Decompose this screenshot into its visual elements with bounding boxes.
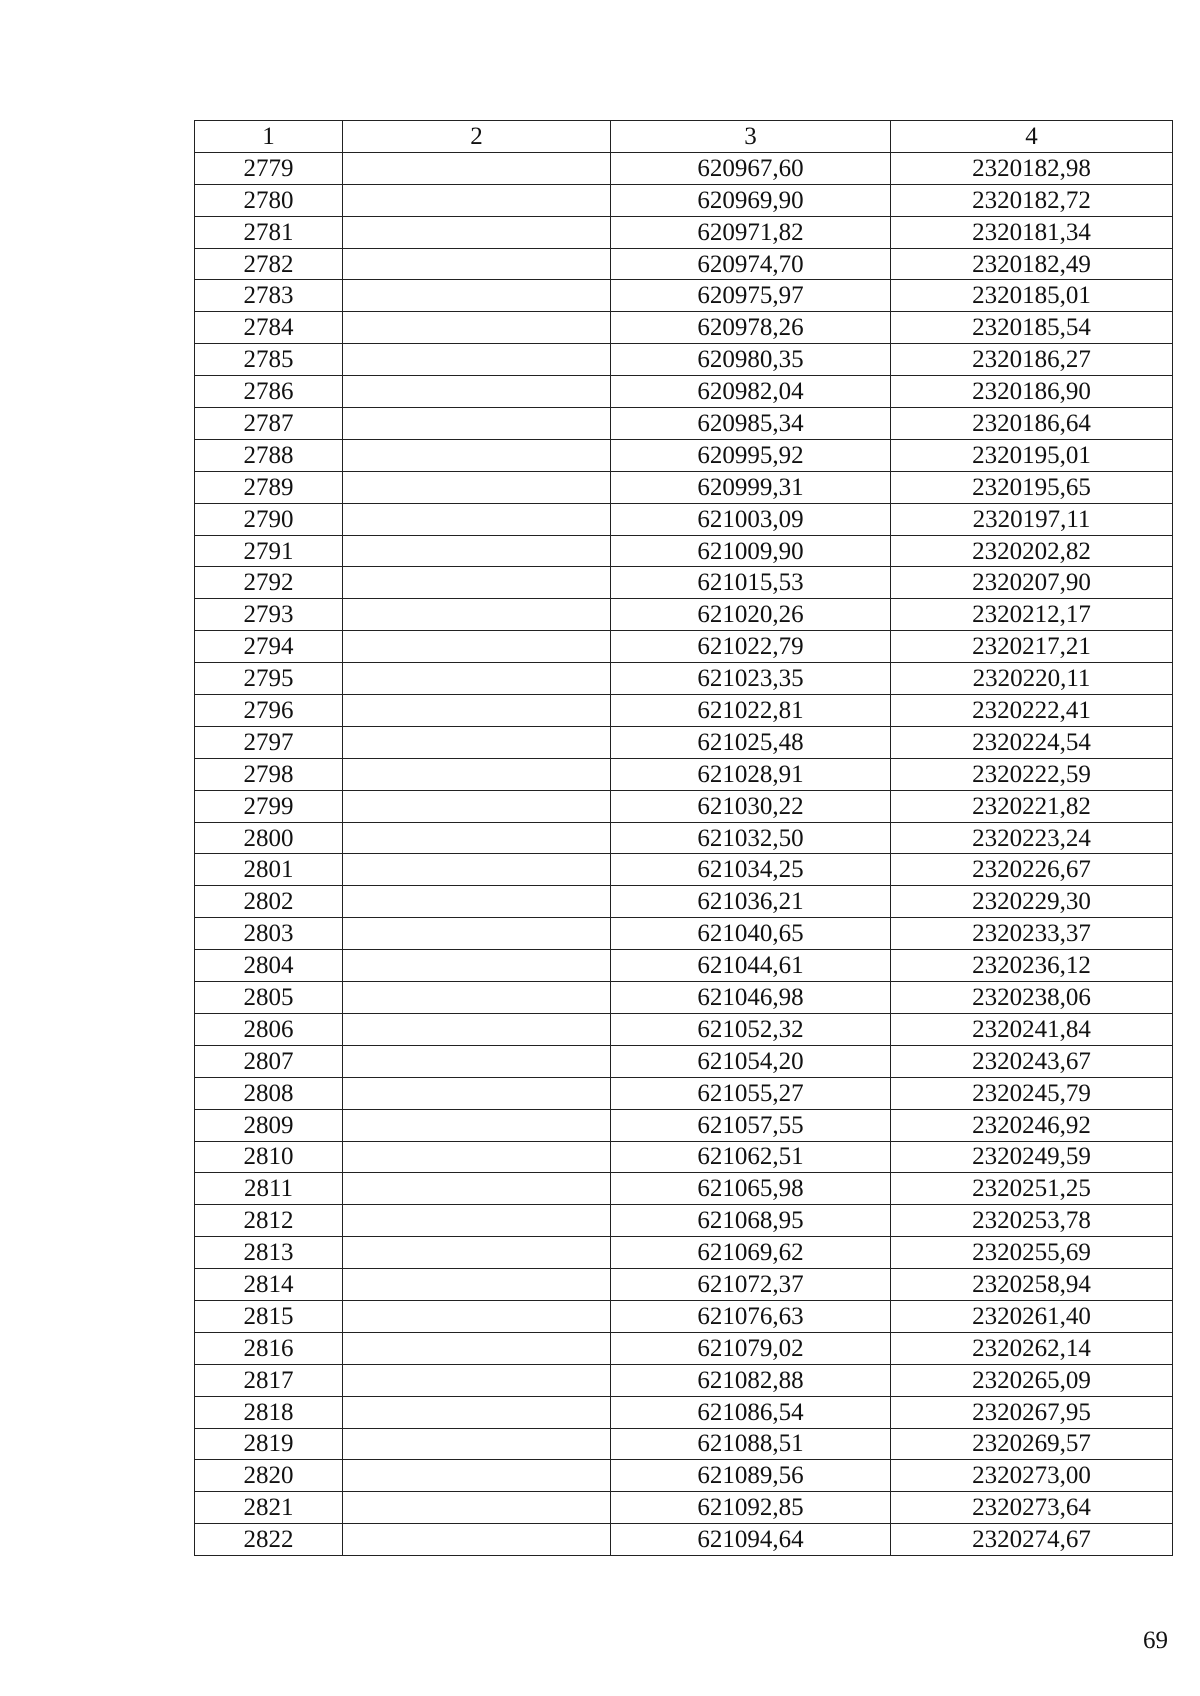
description-cell xyxy=(343,1237,611,1269)
y-coordinate-cell: 2320226,67 xyxy=(891,854,1173,886)
x-coordinate-cell: 621088,51 xyxy=(611,1428,891,1460)
point-number-cell: 2816 xyxy=(195,1332,343,1364)
x-coordinate-cell: 621023,35 xyxy=(611,663,891,695)
description-cell xyxy=(343,1205,611,1237)
x-coordinate-cell: 620974,70 xyxy=(611,248,891,280)
table-row xyxy=(195,1396,1173,1428)
table-row xyxy=(195,918,1173,950)
table-row xyxy=(195,1492,1173,1524)
x-coordinate-cell: 621086,54 xyxy=(611,1396,891,1428)
point-number-cell: 2802 xyxy=(195,886,343,918)
description-cell xyxy=(343,567,611,599)
description-cell xyxy=(343,439,611,471)
description-cell xyxy=(343,535,611,567)
table-row xyxy=(195,854,1173,886)
point-number-cell: 2783 xyxy=(195,280,343,312)
table-row xyxy=(195,1332,1173,1364)
table-row xyxy=(195,822,1173,854)
x-coordinate-cell: 621054,20 xyxy=(611,1045,891,1077)
point-number-cell: 2779 xyxy=(195,152,343,184)
x-coordinate-cell: 621069,62 xyxy=(611,1237,891,1269)
table-row xyxy=(195,886,1173,918)
point-number-cell: 2800 xyxy=(195,822,343,854)
point-number-cell: 2786 xyxy=(195,376,343,408)
table-row xyxy=(195,790,1173,822)
column-header-2: 2 xyxy=(343,121,611,153)
y-coordinate-cell: 2320243,67 xyxy=(891,1045,1173,1077)
table-row xyxy=(195,408,1173,440)
table-row xyxy=(195,471,1173,503)
y-coordinate-cell: 2320273,64 xyxy=(891,1492,1173,1524)
point-number-cell: 2820 xyxy=(195,1460,343,1492)
description-cell xyxy=(343,950,611,982)
point-number-cell: 2813 xyxy=(195,1237,343,1269)
table-row xyxy=(195,1237,1173,1269)
table-row xyxy=(195,248,1173,280)
description-cell xyxy=(343,344,611,376)
table-row xyxy=(195,184,1173,216)
point-number-cell: 2821 xyxy=(195,1492,343,1524)
point-number-cell: 2814 xyxy=(195,1269,343,1301)
x-coordinate-cell: 621034,25 xyxy=(611,854,891,886)
x-coordinate-cell: 620982,04 xyxy=(611,376,891,408)
y-coordinate-cell: 2320222,41 xyxy=(891,695,1173,727)
table-row xyxy=(195,695,1173,727)
table-row xyxy=(195,1460,1173,1492)
y-coordinate-cell: 2320182,98 xyxy=(891,152,1173,184)
y-coordinate-cell: 2320269,57 xyxy=(891,1428,1173,1460)
point-number-cell: 2810 xyxy=(195,1141,343,1173)
point-number-cell: 2785 xyxy=(195,344,343,376)
point-number-cell: 2788 xyxy=(195,439,343,471)
table-row xyxy=(195,982,1173,1014)
description-cell xyxy=(343,1077,611,1109)
point-number-cell: 2807 xyxy=(195,1045,343,1077)
table-row xyxy=(195,758,1173,790)
point-number-cell: 2794 xyxy=(195,631,343,663)
description-cell xyxy=(343,1428,611,1460)
table-row xyxy=(195,1300,1173,1332)
x-coordinate-cell: 621022,79 xyxy=(611,631,891,663)
description-cell xyxy=(343,1460,611,1492)
y-coordinate-cell: 2320181,34 xyxy=(891,216,1173,248)
table-header-row xyxy=(195,121,1173,153)
table-row xyxy=(195,567,1173,599)
x-coordinate-cell: 621094,64 xyxy=(611,1524,891,1556)
description-cell xyxy=(343,184,611,216)
point-number-cell: 2803 xyxy=(195,918,343,950)
y-coordinate-cell: 2320182,72 xyxy=(891,184,1173,216)
description-cell xyxy=(343,1492,611,1524)
point-number-cell: 2801 xyxy=(195,854,343,886)
table-row xyxy=(195,599,1173,631)
point-number-cell: 2804 xyxy=(195,950,343,982)
description-cell xyxy=(343,503,611,535)
description-cell xyxy=(343,471,611,503)
y-coordinate-cell: 2320245,79 xyxy=(891,1077,1173,1109)
x-coordinate-cell: 621079,02 xyxy=(611,1332,891,1364)
x-coordinate-cell: 621003,09 xyxy=(611,503,891,535)
y-coordinate-cell: 2320202,82 xyxy=(891,535,1173,567)
y-coordinate-cell: 2320224,54 xyxy=(891,726,1173,758)
description-cell xyxy=(343,695,611,727)
point-number-cell: 2784 xyxy=(195,312,343,344)
table-row xyxy=(195,439,1173,471)
point-number-cell: 2789 xyxy=(195,471,343,503)
x-coordinate-cell: 621030,22 xyxy=(611,790,891,822)
description-cell xyxy=(343,280,611,312)
table-row xyxy=(195,1077,1173,1109)
description-cell xyxy=(343,822,611,854)
x-coordinate-cell: 621009,90 xyxy=(611,535,891,567)
point-number-cell: 2805 xyxy=(195,982,343,1014)
point-number-cell: 2796 xyxy=(195,695,343,727)
description-cell xyxy=(343,1524,611,1556)
table-row xyxy=(195,312,1173,344)
description-cell xyxy=(343,312,611,344)
y-coordinate-cell: 2320229,30 xyxy=(891,886,1173,918)
x-coordinate-cell: 620969,90 xyxy=(611,184,891,216)
x-coordinate-cell: 621025,48 xyxy=(611,726,891,758)
x-coordinate-cell: 621089,56 xyxy=(611,1460,891,1492)
y-coordinate-cell: 2320212,17 xyxy=(891,599,1173,631)
y-coordinate-cell: 2320241,84 xyxy=(891,1013,1173,1045)
page-number: 69 xyxy=(1143,1627,1168,1654)
description-cell xyxy=(343,1109,611,1141)
point-number-cell: 2809 xyxy=(195,1109,343,1141)
x-coordinate-cell: 620971,82 xyxy=(611,216,891,248)
x-coordinate-cell: 621032,50 xyxy=(611,822,891,854)
y-coordinate-cell: 2320217,21 xyxy=(891,631,1173,663)
point-number-cell: 2818 xyxy=(195,1396,343,1428)
description-cell xyxy=(343,854,611,886)
point-number-cell: 2812 xyxy=(195,1205,343,1237)
description-cell xyxy=(343,1173,611,1205)
column-header-4: 4 xyxy=(891,121,1173,153)
description-cell xyxy=(343,1045,611,1077)
point-number-cell: 2793 xyxy=(195,599,343,631)
description-cell xyxy=(343,726,611,758)
table-row xyxy=(195,1013,1173,1045)
x-coordinate-cell: 621082,88 xyxy=(611,1364,891,1396)
x-coordinate-cell: 621020,26 xyxy=(611,599,891,631)
x-coordinate-cell: 621015,53 xyxy=(611,567,891,599)
x-coordinate-cell: 621072,37 xyxy=(611,1269,891,1301)
description-cell xyxy=(343,1013,611,1045)
y-coordinate-cell: 2320185,01 xyxy=(891,280,1173,312)
y-coordinate-cell: 2320267,95 xyxy=(891,1396,1173,1428)
description-cell xyxy=(343,663,611,695)
point-number-cell: 2799 xyxy=(195,790,343,822)
y-coordinate-cell: 2320186,64 xyxy=(891,408,1173,440)
table-row xyxy=(195,280,1173,312)
description-cell xyxy=(343,918,611,950)
y-coordinate-cell: 2320195,01 xyxy=(891,439,1173,471)
x-coordinate-cell: 621076,63 xyxy=(611,1300,891,1332)
table-row xyxy=(195,1428,1173,1460)
y-coordinate-cell: 2320236,12 xyxy=(891,950,1173,982)
description-cell xyxy=(343,1300,611,1332)
y-coordinate-cell: 2320186,90 xyxy=(891,376,1173,408)
point-number-cell: 2782 xyxy=(195,248,343,280)
x-coordinate-cell: 621022,81 xyxy=(611,695,891,727)
x-coordinate-cell: 621044,61 xyxy=(611,950,891,982)
y-coordinate-cell: 2320251,25 xyxy=(891,1173,1173,1205)
y-coordinate-cell: 2320246,92 xyxy=(891,1109,1173,1141)
x-coordinate-cell: 621052,32 xyxy=(611,1013,891,1045)
point-number-cell: 2780 xyxy=(195,184,343,216)
x-coordinate-cell: 621057,55 xyxy=(611,1109,891,1141)
table-row xyxy=(195,726,1173,758)
description-cell xyxy=(343,1269,611,1301)
x-coordinate-cell: 621028,91 xyxy=(611,758,891,790)
table-row xyxy=(195,152,1173,184)
description-cell xyxy=(343,1364,611,1396)
description-cell xyxy=(343,1141,611,1173)
y-coordinate-cell: 2320261,40 xyxy=(891,1300,1173,1332)
y-coordinate-cell: 2320185,54 xyxy=(891,312,1173,344)
point-number-cell: 2791 xyxy=(195,535,343,567)
x-coordinate-cell: 621068,95 xyxy=(611,1205,891,1237)
x-coordinate-cell: 621065,98 xyxy=(611,1173,891,1205)
description-cell xyxy=(343,631,611,663)
y-coordinate-cell: 2320265,09 xyxy=(891,1364,1173,1396)
description-cell xyxy=(343,790,611,822)
x-coordinate-cell: 621062,51 xyxy=(611,1141,891,1173)
description-cell xyxy=(343,152,611,184)
x-coordinate-cell: 620980,35 xyxy=(611,344,891,376)
x-coordinate-cell: 621092,85 xyxy=(611,1492,891,1524)
y-coordinate-cell: 2320253,78 xyxy=(891,1205,1173,1237)
description-cell xyxy=(343,599,611,631)
table-row xyxy=(195,376,1173,408)
y-coordinate-cell: 2320262,14 xyxy=(891,1332,1173,1364)
point-number-cell: 2817 xyxy=(195,1364,343,1396)
table-body xyxy=(195,152,1173,1555)
y-coordinate-cell: 2320197,11 xyxy=(891,503,1173,535)
table-row xyxy=(195,1109,1173,1141)
point-number-cell: 2795 xyxy=(195,663,343,695)
description-cell xyxy=(343,1396,611,1428)
x-coordinate-cell: 620975,97 xyxy=(611,280,891,312)
point-number-cell: 2798 xyxy=(195,758,343,790)
x-coordinate-cell: 620985,34 xyxy=(611,408,891,440)
point-number-cell: 2806 xyxy=(195,1013,343,1045)
point-number-cell: 2787 xyxy=(195,408,343,440)
y-coordinate-cell: 2320223,24 xyxy=(891,822,1173,854)
table-row xyxy=(195,344,1173,376)
description-cell xyxy=(343,216,611,248)
x-coordinate-cell: 621040,65 xyxy=(611,918,891,950)
coordinate-table xyxy=(194,120,1173,1556)
point-number-cell: 2781 xyxy=(195,216,343,248)
description-cell xyxy=(343,758,611,790)
column-header-3: 3 xyxy=(611,121,891,153)
y-coordinate-cell: 2320195,65 xyxy=(891,471,1173,503)
point-number-cell: 2819 xyxy=(195,1428,343,1460)
description-cell xyxy=(343,376,611,408)
x-coordinate-cell: 621036,21 xyxy=(611,886,891,918)
description-cell xyxy=(343,982,611,1014)
y-coordinate-cell: 2320220,11 xyxy=(891,663,1173,695)
point-number-cell: 2815 xyxy=(195,1300,343,1332)
table-row xyxy=(195,1205,1173,1237)
x-coordinate-cell: 621046,98 xyxy=(611,982,891,1014)
x-coordinate-cell: 620967,60 xyxy=(611,152,891,184)
table-row xyxy=(195,950,1173,982)
y-coordinate-cell: 2320255,69 xyxy=(891,1237,1173,1269)
description-cell xyxy=(343,248,611,280)
x-coordinate-cell: 621055,27 xyxy=(611,1077,891,1109)
table-row xyxy=(195,663,1173,695)
y-coordinate-cell: 2320182,49 xyxy=(891,248,1173,280)
description-cell xyxy=(343,408,611,440)
y-coordinate-cell: 2320273,00 xyxy=(891,1460,1173,1492)
y-coordinate-cell: 2320222,59 xyxy=(891,758,1173,790)
y-coordinate-cell: 2320238,06 xyxy=(891,982,1173,1014)
y-coordinate-cell: 2320258,94 xyxy=(891,1269,1173,1301)
table-row xyxy=(195,535,1173,567)
y-coordinate-cell: 2320249,59 xyxy=(891,1141,1173,1173)
y-coordinate-cell: 2320233,37 xyxy=(891,918,1173,950)
x-coordinate-cell: 620995,92 xyxy=(611,439,891,471)
y-coordinate-cell: 2320186,27 xyxy=(891,344,1173,376)
column-header-1: 1 xyxy=(195,121,343,153)
y-coordinate-cell: 2320274,67 xyxy=(891,1524,1173,1556)
table-row xyxy=(195,1141,1173,1173)
table-row xyxy=(195,1364,1173,1396)
point-number-cell: 2822 xyxy=(195,1524,343,1556)
table-row xyxy=(195,503,1173,535)
y-coordinate-cell: 2320207,90 xyxy=(891,567,1173,599)
description-cell xyxy=(343,886,611,918)
x-coordinate-cell: 620999,31 xyxy=(611,471,891,503)
table-row xyxy=(195,1045,1173,1077)
point-number-cell: 2811 xyxy=(195,1173,343,1205)
table-row xyxy=(195,631,1173,663)
table-row xyxy=(195,216,1173,248)
table-row xyxy=(195,1269,1173,1301)
table-row xyxy=(195,1524,1173,1556)
point-number-cell: 2797 xyxy=(195,726,343,758)
x-coordinate-cell: 620978,26 xyxy=(611,312,891,344)
y-coordinate-cell: 2320221,82 xyxy=(891,790,1173,822)
description-cell xyxy=(343,1332,611,1364)
point-number-cell: 2790 xyxy=(195,503,343,535)
table-row xyxy=(195,1173,1173,1205)
point-number-cell: 2808 xyxy=(195,1077,343,1109)
point-number-cell: 2792 xyxy=(195,567,343,599)
